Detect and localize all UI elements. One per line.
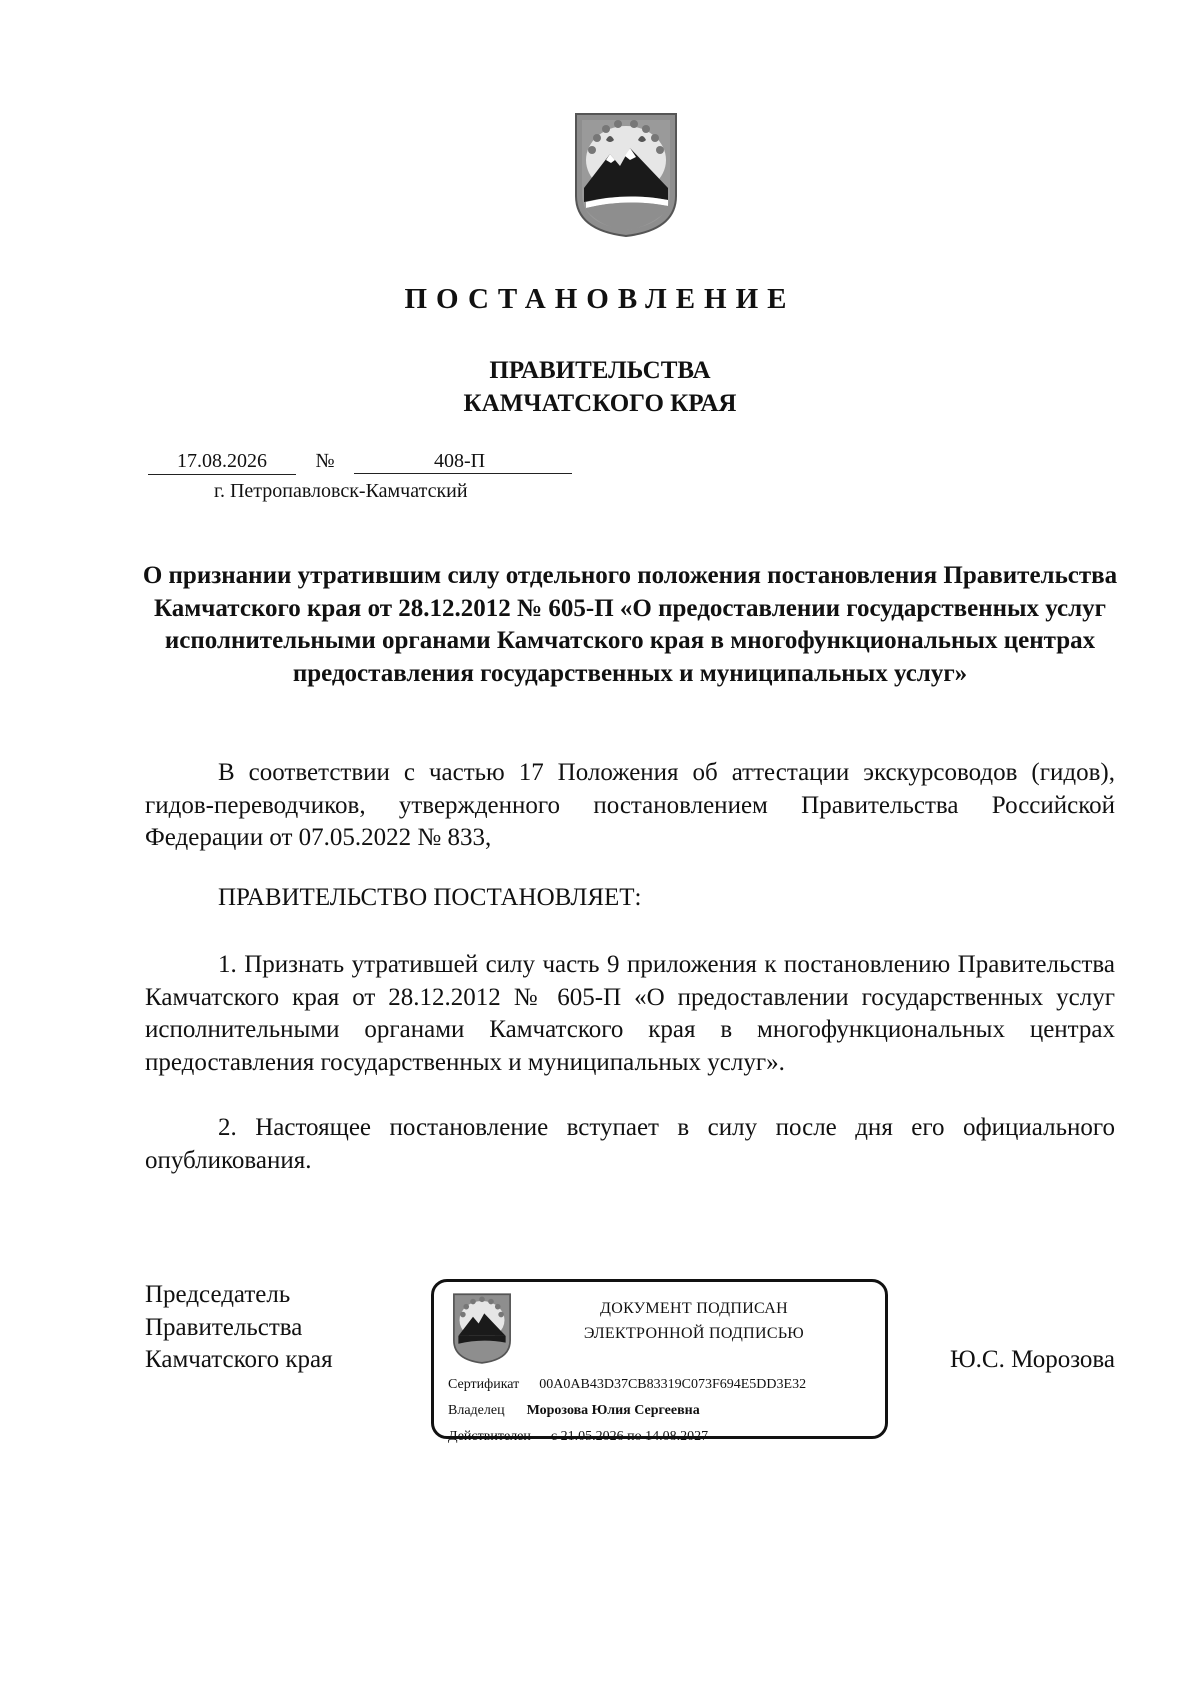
order-paragraph: ПРАВИТЕЛЬСТВО ПОСТАНОВЛЯЕТ: bbox=[218, 884, 642, 911]
registration-number: 408-П bbox=[354, 448, 572, 474]
registration-number-label: № bbox=[315, 450, 335, 472]
validity-label: Действителен bbox=[448, 1429, 531, 1444]
stamp-coat-of-arms-icon bbox=[451, 1292, 513, 1364]
owner-label: Владелец bbox=[448, 1403, 505, 1418]
certificate-label: Сертификат bbox=[448, 1377, 520, 1392]
validity-value: с 21.05.2026 по 14.08.2027 bbox=[550, 1429, 709, 1444]
stamp-heading bbox=[524, 1296, 864, 1346]
signer-title-line-1: Председатель bbox=[145, 1281, 291, 1308]
registration-date: 17.08.2026 bbox=[148, 448, 296, 475]
stamp-certificate-row bbox=[448, 1376, 806, 1394]
signer-title-line-2: Правительства bbox=[145, 1313, 303, 1341]
document-type: ПОСТАНОВЛЕНИЕ bbox=[404, 283, 796, 315]
issuer bbox=[0, 354, 1200, 420]
stamp-owner-row bbox=[448, 1402, 700, 1420]
item-2-paragraph: 2. Настоящее постановление вступает в силу после дня его официального опубликования. bbox=[145, 1114, 1115, 1174]
signer-name: Ю.С. Морозова bbox=[949, 1346, 1115, 1373]
item-1-paragraph: 1. Признать утратившей силу часть 9 приложения к постановлению Правительства Камчатского края от 28.12.2012 № 605-П «О предоставлении государственных услуг исполнительными органами Камчатского края в многофункциональных центрах предоставления государственных и муниципальных услуг». bbox=[145, 951, 1115, 1076]
owner-value: Морозова Юлия Сергеевна bbox=[526, 1403, 700, 1418]
e-signature-stamp bbox=[431, 1279, 888, 1444]
issuer-line-2: КАМЧАТСКОГО КРАЯ bbox=[463, 390, 737, 417]
basis-paragraph: В соответствии с частью 17 Положения об аттестации экскурсоводов (гидов), гидов-переводчиков, утвержденного постановлением Правительства Российской Федерации от 07.05.2022 № 833, bbox=[145, 759, 1115, 851]
document-subject: О признании утратившим силу отдельного положения постановления Правительства Камчатского края от 28.12.2012 № 605-П «О предоставлении государственных услуг исполнительными органами Камчатского края в многофункциональных центрах предоставления государственных и муниципальных услуг» bbox=[142, 562, 1118, 687]
signer-title bbox=[145, 1279, 333, 1377]
stamp-validity-row bbox=[448, 1428, 708, 1446]
stamp-heading-line-1: ДОКУМЕНТ ПОДПИСАН bbox=[600, 1300, 788, 1317]
issuer-line-1: ПРАВИТЕЛЬСТВА bbox=[489, 357, 711, 384]
signer-title-line-3: Камчатского края bbox=[145, 1346, 333, 1373]
certificate-value: 00A0AB43D37CB83319C073F694E5DD3E32 bbox=[539, 1377, 807, 1392]
coat-of-arms-icon bbox=[572, 110, 680, 238]
city: г. Петропавловск-Камчатский bbox=[214, 480, 468, 502]
stamp-heading-line-2: ЭЛЕКТРОННОЙ ПОДПИСЬЮ bbox=[583, 1325, 805, 1342]
